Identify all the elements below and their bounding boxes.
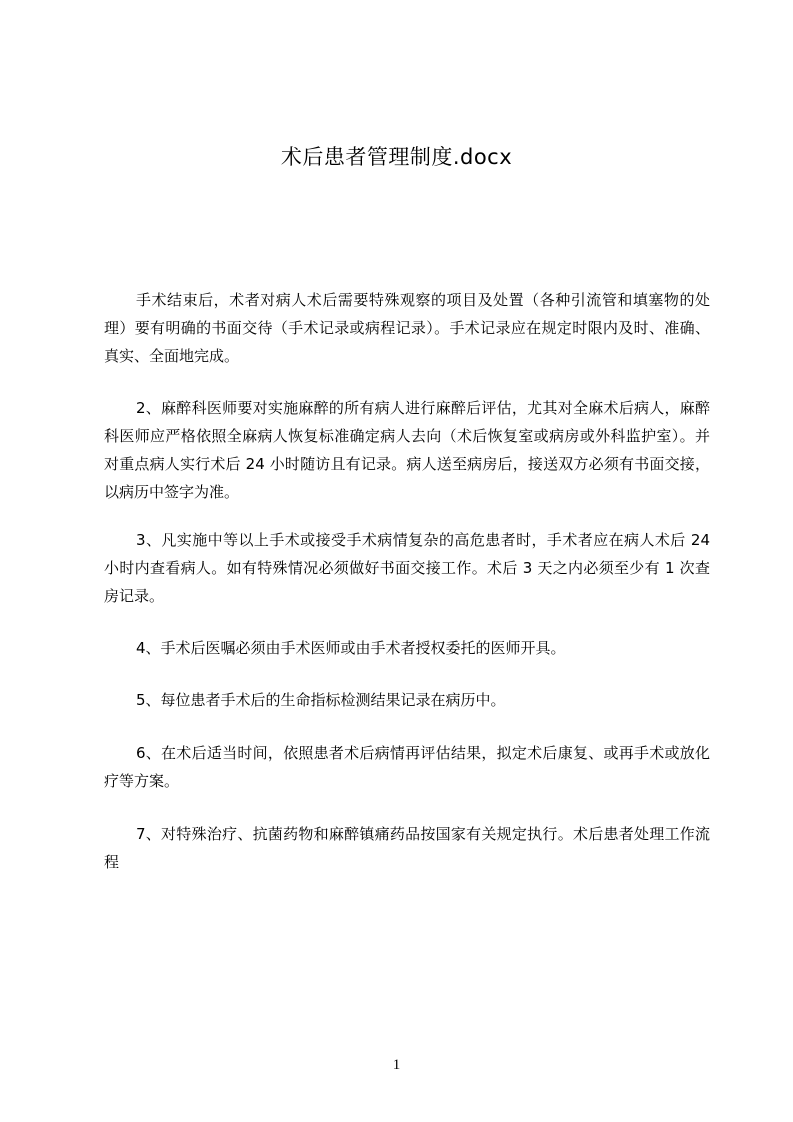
paragraph-3: 3、凡实施中等以上手术或接受手术病情复杂的高危患者时，手术者应在病人术后 24 小时内查看病人。如有特殊情况必须做好书面交接工作。术后 3 天之内必须至少有 1 次查房记录。 — [104, 531, 710, 605]
paragraph-4: 4、手术后医嘱必须由手术医师或由手术者授权委托的医师开具。 — [136, 639, 566, 657]
document-title: 术后患者管理制度.docx — [280, 145, 513, 169]
paragraph-5: 5、每位患者手术后的生命指标检测结果记录在病历中。 — [136, 691, 506, 709]
paragraph-2: 2、麻醉科医师要对实施麻醉的所有病人进行麻醉后评估，尤其对全麻术后病人，麻醉科医师应严格依照全麻病人恢复标准确定病人去向（术后恢复室或病房或外科监护室）。并对重点病人实行术后 24 小时随访且有记录。病人送至病房后，接送双方必须有书面交接，以病历中签字为准。 — [104, 399, 710, 501]
paragraph-1: 手术结束后，术者对病人术后需要特殊观察的项目及处置（各种引流管和填塞物的处理）要有明确的书面交待（手术记录或病程记录）。手术记录应在规定时限内及时、准确、真实、全面地完成。 — [104, 291, 710, 365]
page-number: 1 — [392, 1057, 401, 1073]
paragraph-7: 7、对特殊治疗、抗菌药物和麻醉镇痛药品按国家有关规定执行。术后患者处理工作流程 — [104, 825, 710, 871]
paragraph-6: 6、在术后适当时间，依照患者术后病情再评估结果，拟定术后康复、或再手术或放化疗等方案。 — [104, 744, 710, 790]
